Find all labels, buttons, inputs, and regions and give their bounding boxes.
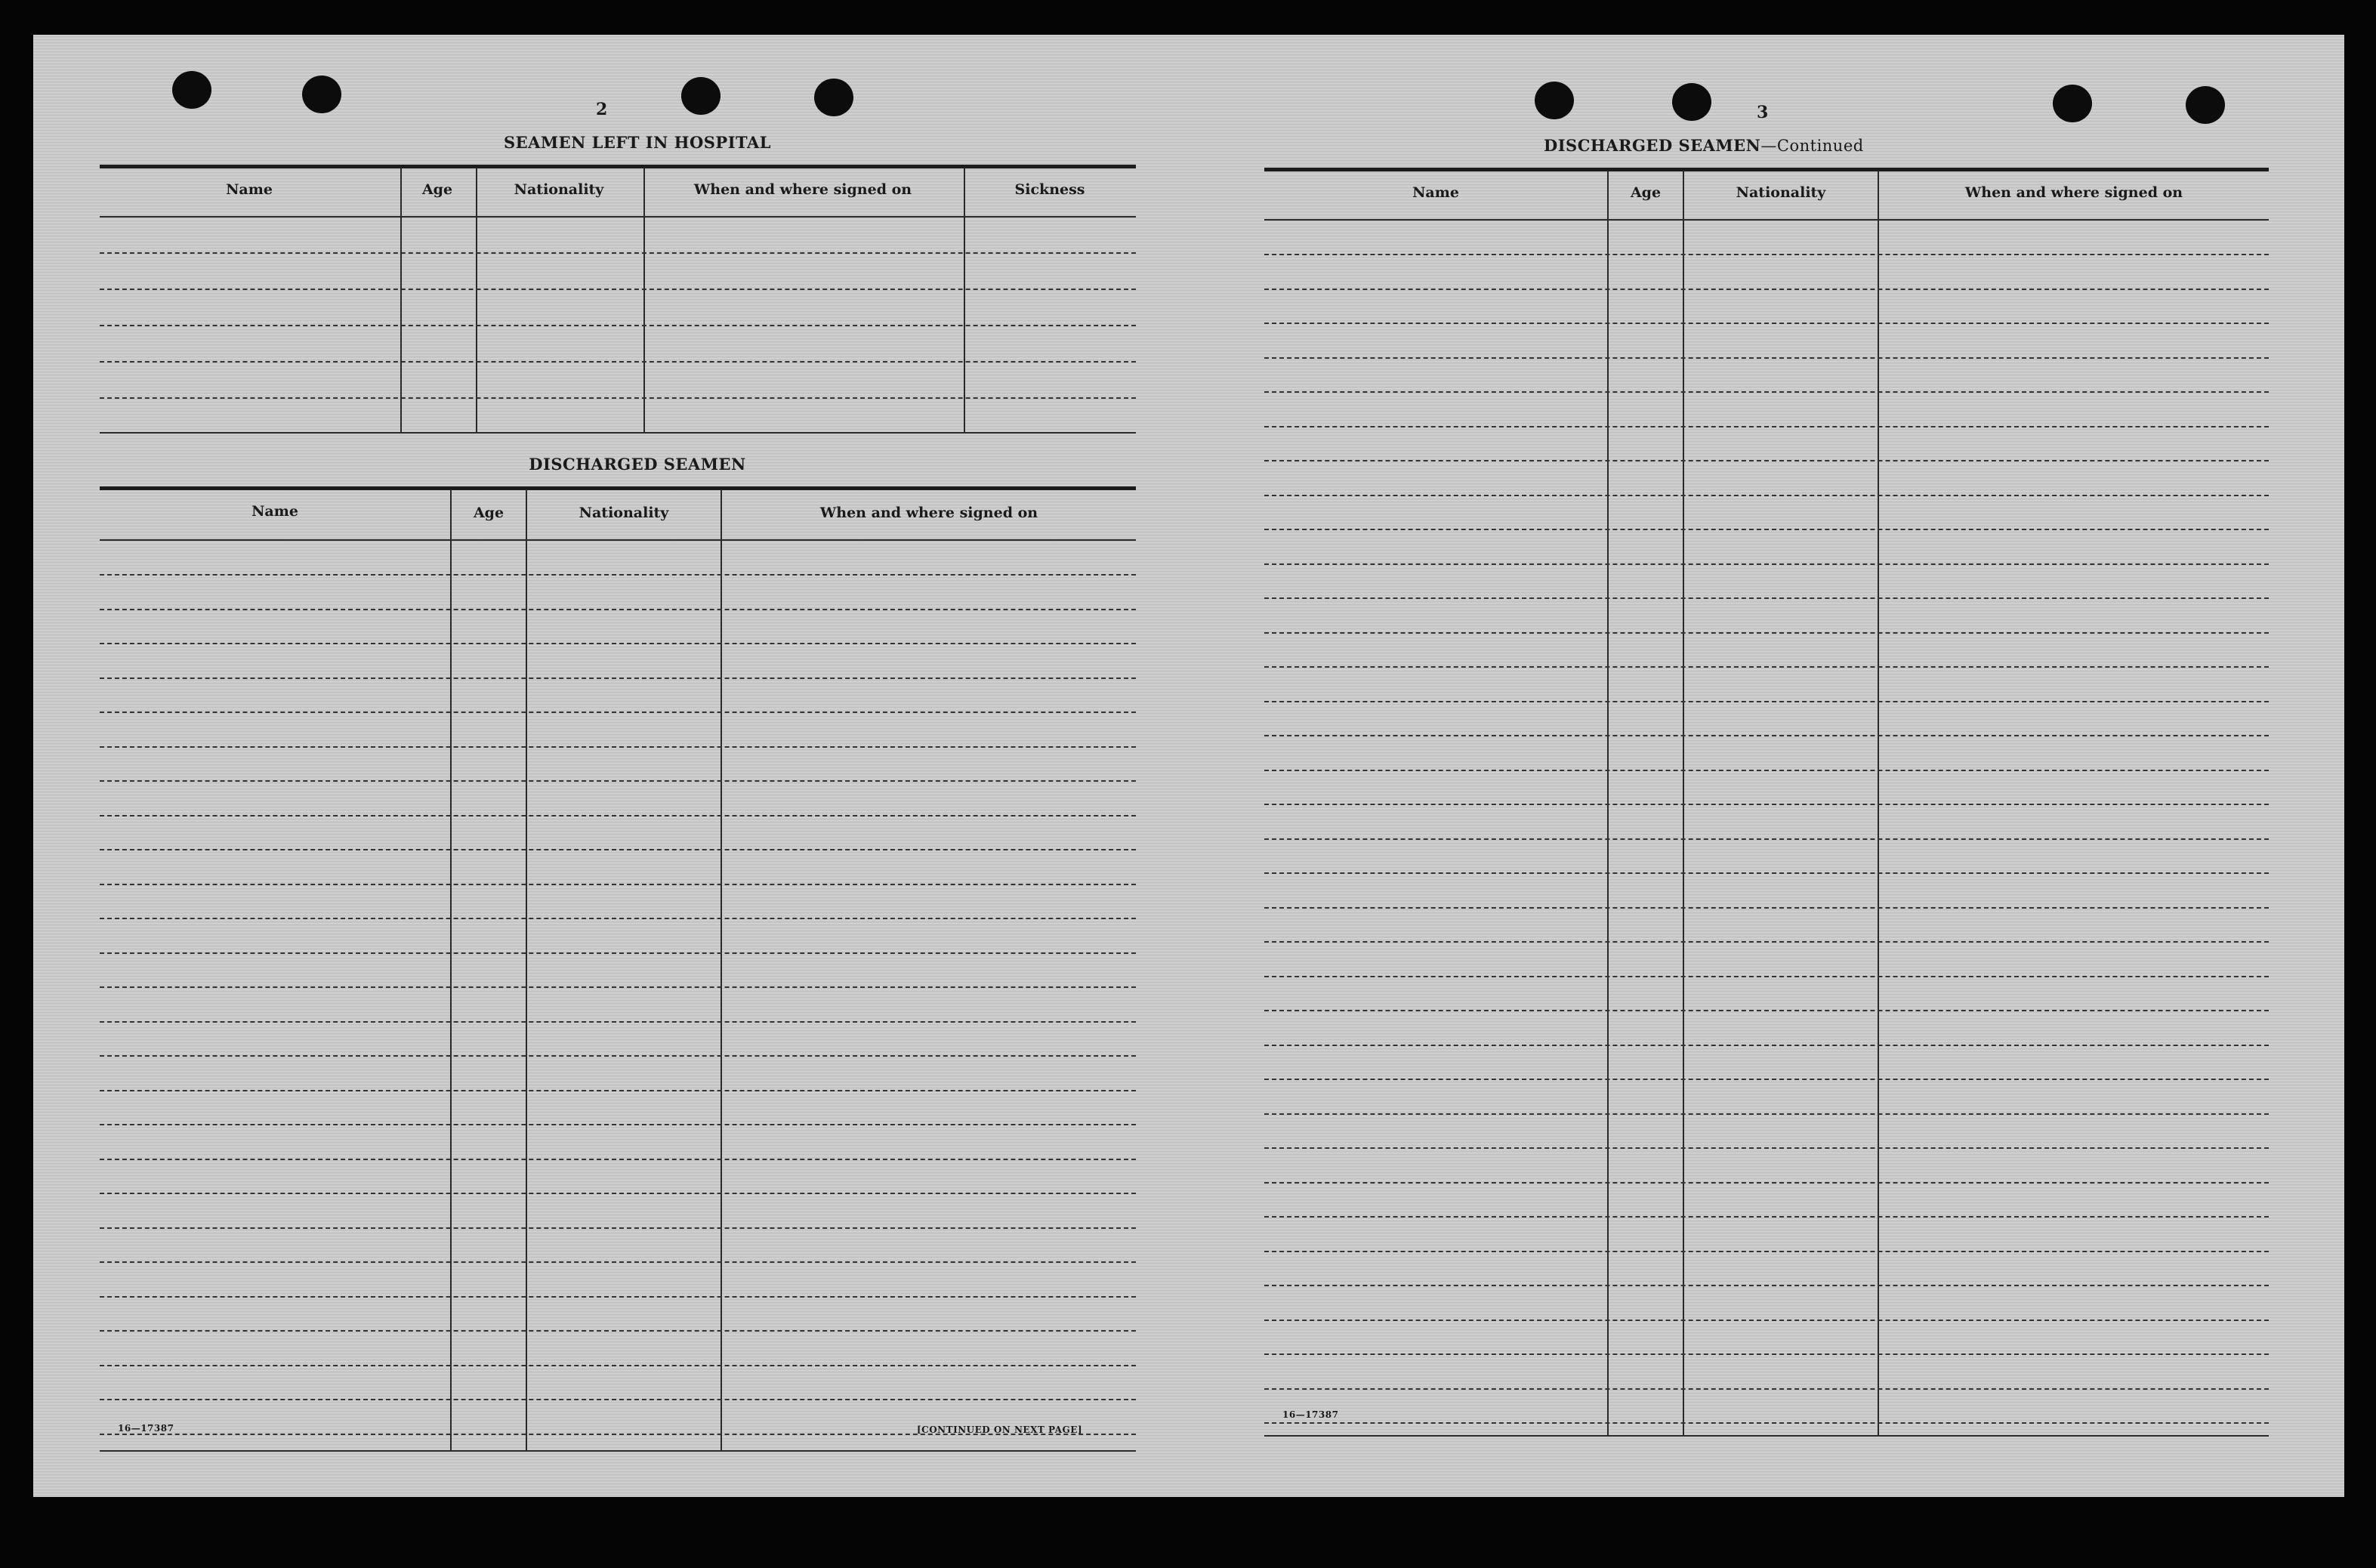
ruled-line (100, 780, 1136, 782)
right-section-title-suffix: —Continued (1760, 137, 1864, 155)
ruled-line (1264, 1147, 2269, 1149)
punch-hole (2186, 86, 2225, 124)
ruled-line (1264, 735, 2269, 736)
ruled-line (1264, 1182, 2269, 1184)
ruled-line (100, 952, 1136, 954)
ruled-line (1264, 426, 2269, 427)
ruled-line (1264, 701, 2269, 702)
discharged-col-name: Name (251, 503, 298, 520)
ruled-line (100, 1399, 1136, 1400)
form-sheet (33, 35, 2344, 1497)
hospital-section-title: SEAMEN LEFT IN HOSPITAL (503, 133, 772, 152)
ruled-line (1264, 323, 2269, 324)
right-col-name: Name (1412, 184, 1459, 201)
continued-note: [CONTINUED ON NEXT PAGE] (917, 1424, 1083, 1435)
discharged-bottom-rule (100, 1450, 1136, 1452)
ruled-line (100, 1124, 1136, 1125)
punch-hole (1672, 83, 1711, 121)
right-col-signed-on: When and where signed on (1964, 184, 2183, 201)
ruled-line (100, 1193, 1136, 1194)
ruled-line (100, 1261, 1136, 1263)
right-col-age: Age (1630, 184, 1662, 201)
ruled-line (100, 849, 1136, 850)
ruled-line (100, 574, 1136, 576)
hospital-col-divider (400, 168, 402, 434)
ruled-line (1264, 941, 2269, 943)
ruled-line (1264, 1079, 2269, 1080)
ruled-line (1264, 289, 2269, 290)
ruled-line (1264, 1320, 2269, 1321)
punch-hole (1535, 82, 1574, 119)
discharged-col-divider (721, 489, 722, 1452)
ruled-line (100, 1330, 1136, 1332)
left-page-number: 2 (596, 100, 608, 119)
hospital-bottom-rule (100, 432, 1136, 434)
hospital-col-divider (643, 168, 645, 434)
hospital-col-nationality: Nationality (514, 181, 604, 198)
hospital-row-line (100, 252, 1136, 254)
ruled-line (100, 1159, 1136, 1160)
discharged-col-signed-on: When and where signed on (819, 505, 1038, 521)
hospital-col-name: Name (226, 181, 273, 198)
right-form-number: 16—17387 (1282, 1409, 1339, 1420)
discharged-col-divider (450, 489, 452, 1452)
hospital-col-signed-on: When and where signed on (693, 181, 912, 198)
hospital-row-line (100, 289, 1136, 290)
right-top-rule (1264, 168, 2269, 171)
hospital-col-age: Age (421, 181, 453, 198)
ruled-line (100, 1365, 1136, 1366)
discharged-col-nationality: Nationality (579, 505, 669, 521)
ruled-line (1264, 529, 2269, 530)
ruled-line (1264, 1422, 2269, 1424)
ruled-line (1264, 563, 2269, 565)
ruled-line (1264, 495, 2269, 496)
ruled-line (100, 986, 1136, 988)
hospital-col-divider (964, 168, 965, 434)
right-page-number: 3 (1757, 103, 1769, 122)
ruled-line (1264, 976, 2269, 977)
right-col-nationality: Nationality (1736, 184, 1826, 201)
ruled-line (1264, 1216, 2269, 1218)
ruled-line (1264, 1045, 2269, 1046)
punch-hole (814, 79, 853, 116)
ruled-line (1264, 632, 2269, 634)
discharged-col-age: Age (473, 505, 505, 521)
discharged-section-title: DISCHARGED SEAMEN (529, 455, 746, 474)
punch-hole (172, 71, 211, 109)
ruled-line (100, 1021, 1136, 1023)
ruled-line (1264, 804, 2269, 805)
ruled-line (100, 918, 1136, 919)
right-bottom-rule (1264, 1435, 2269, 1437)
ruled-line (100, 746, 1136, 748)
right-section-title-main: DISCHARGED SEAMEN (1544, 136, 1761, 155)
ruled-line (1264, 838, 2269, 840)
ruled-line (100, 1296, 1136, 1298)
left-form-number: 16—17387 (118, 1423, 174, 1434)
ruled-line (1264, 597, 2269, 599)
right-header-rule (1264, 219, 2269, 221)
ruled-line (1264, 1285, 2269, 1286)
ruled-line (100, 1227, 1136, 1229)
ruled-line (1264, 872, 2269, 874)
ruled-line (100, 884, 1136, 885)
ruled-line (100, 643, 1136, 644)
punch-hole (2053, 85, 2092, 122)
ruled-line (100, 609, 1136, 610)
hospital-col-sickness: Sickness (1014, 181, 1085, 198)
ruled-line (1264, 1353, 2269, 1355)
ruled-line (1264, 1388, 2269, 1390)
ruled-line (1264, 254, 2269, 255)
ruled-line (100, 711, 1136, 713)
ruled-line (100, 1090, 1136, 1091)
ruled-line (1264, 1113, 2269, 1115)
ruled-line (1264, 907, 2269, 909)
hospital-row-line (100, 325, 1136, 326)
ruled-line (1264, 391, 2269, 393)
ruled-line (100, 678, 1136, 679)
hospital-col-divider (476, 168, 477, 434)
right-section-title (1544, 136, 1864, 155)
ruled-line (1264, 770, 2269, 771)
ruled-line (100, 1055, 1136, 1057)
hospital-header-rule (100, 216, 1136, 218)
discharged-top-rule (100, 486, 1136, 490)
ruled-line (1264, 357, 2269, 359)
hospital-top-rule (100, 165, 1136, 168)
hospital-row-line (100, 397, 1136, 399)
ruled-line (1264, 460, 2269, 461)
ruled-line (1264, 666, 2269, 668)
punch-hole (681, 77, 721, 115)
ruled-line (100, 815, 1136, 816)
ruled-line (1264, 1010, 2269, 1011)
punch-hole (302, 76, 341, 113)
discharged-col-divider (526, 489, 527, 1452)
hospital-row-line (100, 361, 1136, 363)
ruled-line (1264, 1251, 2269, 1252)
discharged-header-rule (100, 539, 1136, 541)
